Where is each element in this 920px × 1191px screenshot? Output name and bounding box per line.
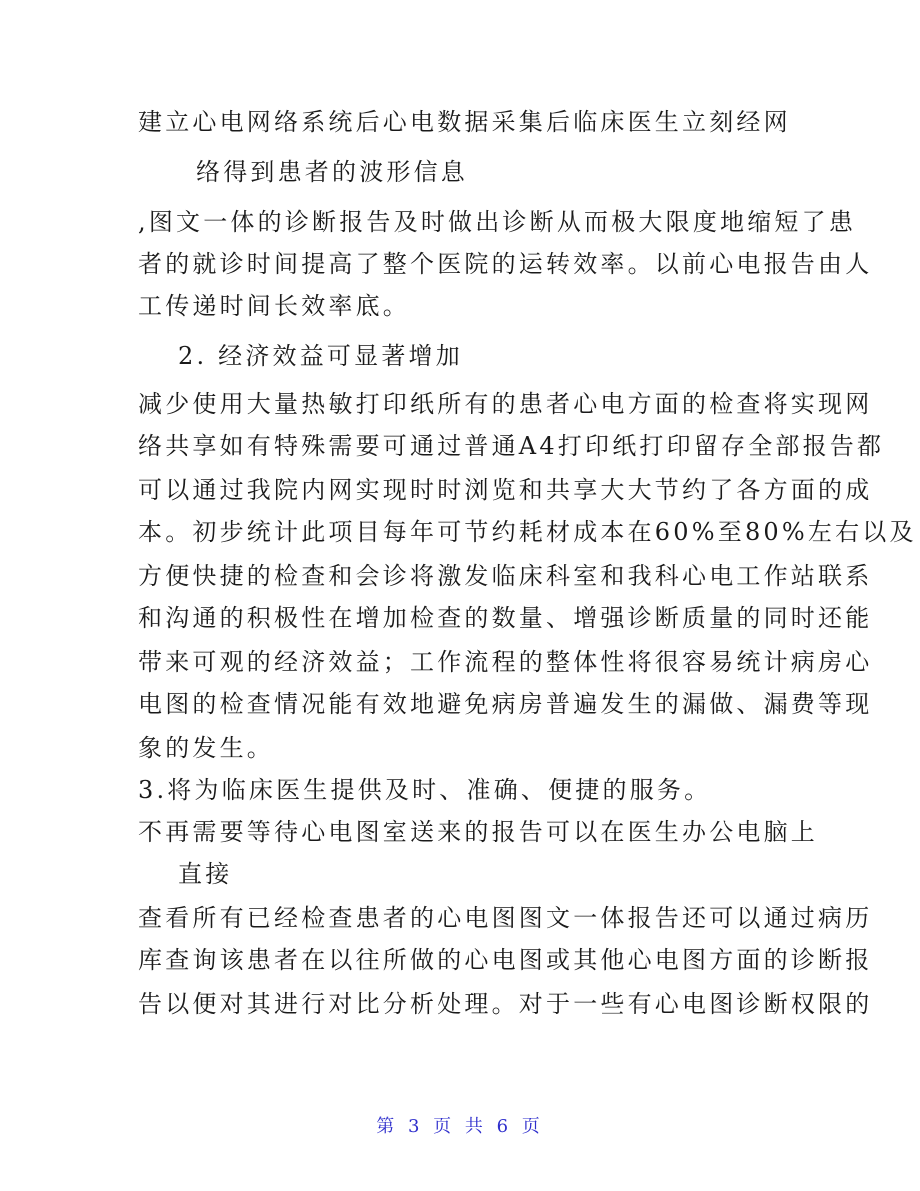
text-line-11: 方便快捷的检查和会诊将激发临床科室和我科心电工作站联系 (138, 562, 873, 590)
text-line-18: 直接 (178, 860, 233, 888)
text-line-12: 和沟通的积极性在增加检查的数量、增强诊断质量的同时还能 (138, 604, 873, 632)
text-line-15: 象的发生。 (138, 734, 274, 762)
section-heading-2: 2. 经济效益可显著增加 (178, 342, 463, 370)
text-line-4: 者的就诊时间提高了整个医院的运转效率。以前心电报告由人 (138, 250, 873, 278)
text-line-7: 减少使用大量热敏打印纸所有的患者心电方面的检查将实现网 (138, 390, 873, 418)
text-line-13: 带来可观的经济效益；工作流程的整体性将很容易统计病房心 (138, 648, 873, 676)
page-number-footer: 第 3 页 共 6 页 (376, 1116, 544, 1137)
text-line-20: 库查询该患者在以往所做的心电图或其他心电图方面的诊断报 (138, 946, 873, 974)
text-line-16: 3.将为临床医生提供及时、准确、便捷的服务。 (138, 776, 712, 804)
text-line-9: 可以通过我院内网实现时时浏览和共享大大节约了各方面的成 (138, 476, 873, 504)
text-line-5: 工传递时间长效率底。 (138, 292, 410, 320)
text-line-10: 本。初步统计此项目每年可节约耗材成本在60%至80%左右以及 (138, 518, 917, 546)
text-line-14: 电图的检查情况能有效地避免病房普遍发生的漏做、漏费等现 (138, 690, 873, 718)
text-line-19: 查看所有已经检查患者的心电图图文一体报告还可以通过病历 (138, 904, 873, 932)
text-line-21: 告以便对其进行对比分析处理。对于一些有心电图诊断权限的 (138, 990, 873, 1018)
text-line-1: 建立心电网络系统后心电数据采集后临床医生立刻经网 (138, 108, 791, 136)
text-line-2: 络得到患者的波形信息 (196, 158, 468, 186)
text-line-3: ,图文一体的诊断报告及时做出诊断从而极大限度地缩短了患 (138, 208, 857, 236)
section-heading-3: 不再需要等待心电图室送来的报告可以在医生办公电脑上 (138, 818, 818, 846)
text-line-8: 络共享如有特殊需要可通过普通A4打印纸打印留存全部报告都 (138, 432, 885, 460)
